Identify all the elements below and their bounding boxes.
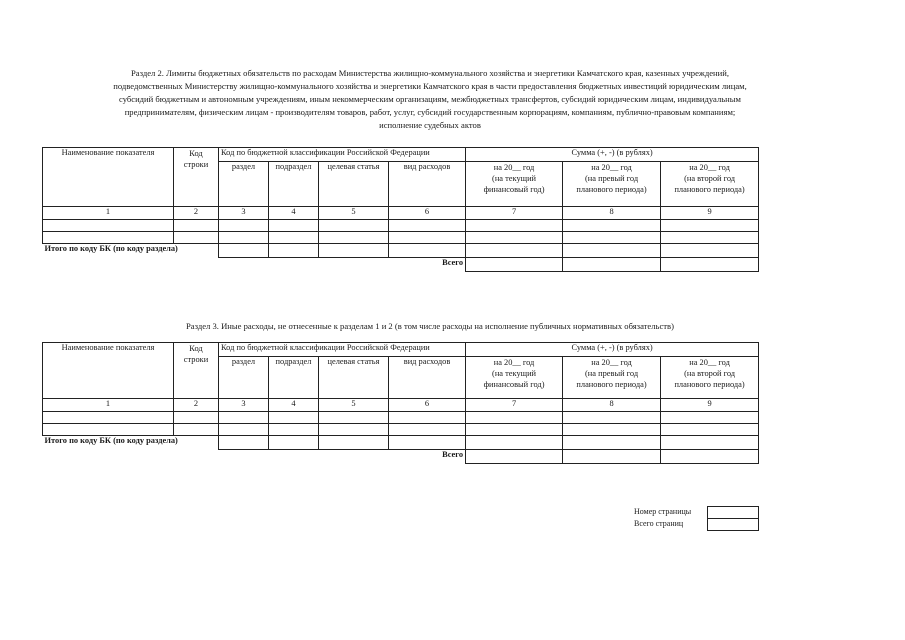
table-cell[interactable] bbox=[661, 220, 759, 232]
page-number-label: Номер страницы bbox=[634, 507, 692, 516]
col-number: 2 bbox=[174, 207, 219, 220]
total-bk-label: Итого по коду БК (по коду раздела) bbox=[44, 436, 178, 445]
table-cell[interactable] bbox=[219, 412, 269, 424]
table-cell[interactable] bbox=[389, 244, 466, 258]
table-cell[interactable] bbox=[269, 244, 319, 258]
table-cell[interactable] bbox=[219, 244, 269, 258]
table-row bbox=[43, 220, 759, 232]
table-cell[interactable] bbox=[319, 220, 389, 232]
table-cell[interactable] bbox=[661, 436, 759, 450]
table-cell[interactable] bbox=[319, 232, 389, 244]
table-cell[interactable] bbox=[563, 258, 661, 272]
header-line-code bbox=[174, 343, 219, 399]
total-all-label: Всего bbox=[442, 258, 464, 267]
header-sum: Сумма (+, -) (в рублях) bbox=[466, 148, 759, 162]
header-line-code-1: Код bbox=[189, 149, 203, 158]
col-number: 3 bbox=[219, 399, 269, 412]
table-cell[interactable] bbox=[466, 424, 563, 436]
table-cell[interactable] bbox=[174, 232, 219, 244]
table-cell[interactable] bbox=[389, 220, 466, 232]
table-row bbox=[43, 412, 759, 424]
section-2-title-line: субсидий бюджетным и автономным учреждениям, иным некоммерческим организациям, межбюджетных трансфертов, субсидий юридическим лицам, индивидуальным bbox=[119, 94, 741, 104]
total-all-label: Всего bbox=[442, 450, 464, 459]
column-numbers-row bbox=[43, 207, 759, 220]
header-line-code-2: строки bbox=[183, 160, 209, 169]
table-cell[interactable] bbox=[389, 424, 466, 436]
header-year-line: на 20__ год bbox=[591, 163, 632, 172]
table-cell[interactable] bbox=[219, 220, 269, 232]
header-razdel: раздел bbox=[219, 357, 269, 399]
table-cell[interactable] bbox=[389, 436, 466, 450]
table-cell[interactable] bbox=[389, 232, 466, 244]
table-cell[interactable] bbox=[269, 232, 319, 244]
table-cell[interactable] bbox=[466, 436, 563, 450]
total-pages-field[interactable] bbox=[708, 518, 758, 530]
header-year-line: планового периода) bbox=[674, 185, 745, 194]
col-number: 5 bbox=[319, 399, 389, 412]
header-year-line: на 20__ год bbox=[493, 163, 535, 172]
section-3-table bbox=[42, 342, 759, 464]
section-2-title-line: Раздел 2. Лимиты бюджетных обязательств по расходам Министерства жилищно-коммунального хозяйства и энергетики Камчатского края, казенных учреждений, bbox=[131, 68, 729, 78]
header-year-plan2 bbox=[661, 162, 759, 207]
section-2-title-line: исполнение судебных актов bbox=[379, 120, 481, 130]
header-indicator-name: Наименование показателя bbox=[43, 148, 174, 207]
header-target-article: целевая статья bbox=[319, 357, 389, 399]
header-year-current bbox=[466, 357, 563, 399]
table-cell[interactable] bbox=[269, 424, 319, 436]
header-year-line: (на текущий bbox=[492, 369, 537, 378]
table-row bbox=[43, 232, 759, 244]
page-number-field[interactable] bbox=[708, 507, 758, 518]
col-number: 6 bbox=[389, 207, 466, 220]
header-bk-code: Код по бюджетной классификации Российской Федерации bbox=[219, 343, 466, 357]
column-numbers-row bbox=[43, 399, 759, 412]
header-razdel: раздел bbox=[219, 162, 269, 207]
table-cell[interactable] bbox=[43, 232, 174, 244]
table-cell[interactable] bbox=[219, 424, 269, 436]
header-year-line: (на текущий bbox=[492, 174, 537, 183]
header-year-plan1 bbox=[563, 357, 661, 399]
header-year-line: (на второй год bbox=[684, 369, 736, 378]
table-cell[interactable] bbox=[466, 220, 563, 232]
header-year-line: планового периода) bbox=[576, 380, 647, 389]
table-cell[interactable] bbox=[219, 232, 269, 244]
table-cell[interactable] bbox=[319, 244, 389, 258]
table-cell[interactable] bbox=[466, 258, 563, 272]
total-bk-label: Итого по коду БК (по коду раздела) bbox=[44, 244, 178, 253]
col-number: 9 bbox=[661, 399, 759, 412]
header-year-line: финансовый год) bbox=[483, 185, 545, 194]
header-year-line: планового периода) bbox=[674, 380, 745, 389]
table-cell[interactable] bbox=[563, 232, 661, 244]
header-podrazdel: подраздел bbox=[269, 162, 319, 207]
table-cell[interactable] bbox=[319, 436, 389, 450]
col-number: 9 bbox=[661, 207, 759, 220]
total-bk-row bbox=[43, 244, 759, 258]
total-all-row bbox=[43, 258, 759, 272]
col-number: 7 bbox=[466, 207, 563, 220]
table-cell[interactable] bbox=[466, 232, 563, 244]
table-cell[interactable] bbox=[563, 450, 661, 464]
section-2-title-line: подведомственных Министерству жилищно-коммунального хозяйства и энергетики Камчатского края в части предоставления бюджетных инвестиций юридическим лицам, bbox=[113, 81, 747, 91]
table-cell[interactable] bbox=[43, 412, 174, 424]
header-podrazdel: подраздел bbox=[269, 357, 319, 399]
header-year-line: на 20__ год bbox=[689, 358, 730, 367]
table-cell[interactable] bbox=[319, 412, 389, 424]
section-2-title bbox=[30, 67, 830, 132]
page-info-box bbox=[707, 506, 759, 531]
header-line-code bbox=[174, 148, 219, 207]
header-sum: Сумма (+, -) (в рублях) bbox=[466, 343, 759, 357]
table-cell[interactable] bbox=[563, 424, 661, 436]
col-number: 5 bbox=[319, 207, 389, 220]
table-cell[interactable] bbox=[466, 244, 563, 258]
table-cell[interactable] bbox=[563, 220, 661, 232]
header-year-line: (на второй год bbox=[684, 174, 736, 183]
col-number: 1 bbox=[43, 207, 174, 220]
section-2-title-line: предпринимателям, физическим лицам - производителям товаров, работ, услуг, субсидий государственным корпорациям, компаниям, публично-правовым компаниям; bbox=[124, 107, 736, 117]
col-number: 3 bbox=[219, 207, 269, 220]
col-number: 8 bbox=[563, 207, 661, 220]
total-bk-row bbox=[43, 436, 759, 450]
header-year-line: планового периода) bbox=[576, 185, 647, 194]
header-expense-type: вид расходов bbox=[389, 357, 466, 399]
col-number: 8 bbox=[563, 399, 661, 412]
section-2-table bbox=[42, 147, 759, 272]
table-cell[interactable] bbox=[661, 244, 759, 258]
header-year-line: (на превый год bbox=[585, 174, 639, 183]
page-info-labels bbox=[634, 506, 691, 530]
table-cell[interactable] bbox=[563, 412, 661, 424]
col-number: 2 bbox=[174, 399, 219, 412]
table-cell[interactable] bbox=[219, 436, 269, 450]
section-3-title-text: Раздел 3. Иные расходы, не отнесенные к разделам 1 и 2 (в том числе расходы на исполнение публичных нормативных обязательств) bbox=[186, 321, 674, 331]
table-cell[interactable] bbox=[174, 220, 219, 232]
table-cell[interactable] bbox=[661, 258, 759, 272]
table-cell[interactable] bbox=[269, 220, 319, 232]
header-year-line: финансовый год) bbox=[483, 380, 545, 389]
col-number: 6 bbox=[389, 399, 466, 412]
header-year-line: на 20__ год bbox=[689, 163, 730, 172]
header-bk-code: Код по бюджетной классификации Российской Федерации bbox=[219, 148, 466, 162]
header-year-line: на 20__ год bbox=[591, 358, 632, 367]
col-number: 1 bbox=[43, 399, 174, 412]
header-year-plan2 bbox=[661, 357, 759, 399]
header-year-current bbox=[466, 162, 563, 207]
header-line-code-2: строки bbox=[183, 355, 209, 364]
header-line-code-1: Код bbox=[189, 344, 203, 353]
total-all-row bbox=[43, 450, 759, 464]
table-cell[interactable] bbox=[43, 424, 174, 436]
table-cell[interactable] bbox=[174, 412, 219, 424]
table-row bbox=[43, 424, 759, 436]
table-cell[interactable] bbox=[269, 436, 319, 450]
total-pages-label: Всего страниц bbox=[634, 519, 684, 528]
table-cell[interactable] bbox=[563, 436, 661, 450]
table-cell[interactable] bbox=[319, 424, 389, 436]
table-cell[interactable] bbox=[661, 450, 759, 464]
table-cell[interactable] bbox=[466, 412, 563, 424]
table-cell[interactable] bbox=[174, 424, 219, 436]
header-indicator-name: Наименование показателя bbox=[43, 343, 174, 399]
table-cell[interactable] bbox=[563, 244, 661, 258]
header-year-plan1 bbox=[563, 162, 661, 207]
section-3-title bbox=[30, 320, 830, 333]
header-year-line: (на превый год bbox=[585, 369, 639, 378]
table-cell[interactable] bbox=[466, 450, 563, 464]
table-cell[interactable] bbox=[661, 232, 759, 244]
table-cell[interactable] bbox=[661, 412, 759, 424]
table-cell[interactable] bbox=[269, 412, 319, 424]
col-number: 4 bbox=[269, 207, 319, 220]
table-cell[interactable] bbox=[43, 220, 174, 232]
header-year-line: на 20__ год bbox=[493, 358, 535, 367]
table-cell[interactable] bbox=[389, 412, 466, 424]
col-number: 7 bbox=[466, 399, 563, 412]
table-cell[interactable] bbox=[661, 424, 759, 436]
header-expense-type: вид расходов bbox=[389, 162, 466, 207]
header-target-article: целевая статья bbox=[319, 162, 389, 207]
col-number: 4 bbox=[269, 399, 319, 412]
